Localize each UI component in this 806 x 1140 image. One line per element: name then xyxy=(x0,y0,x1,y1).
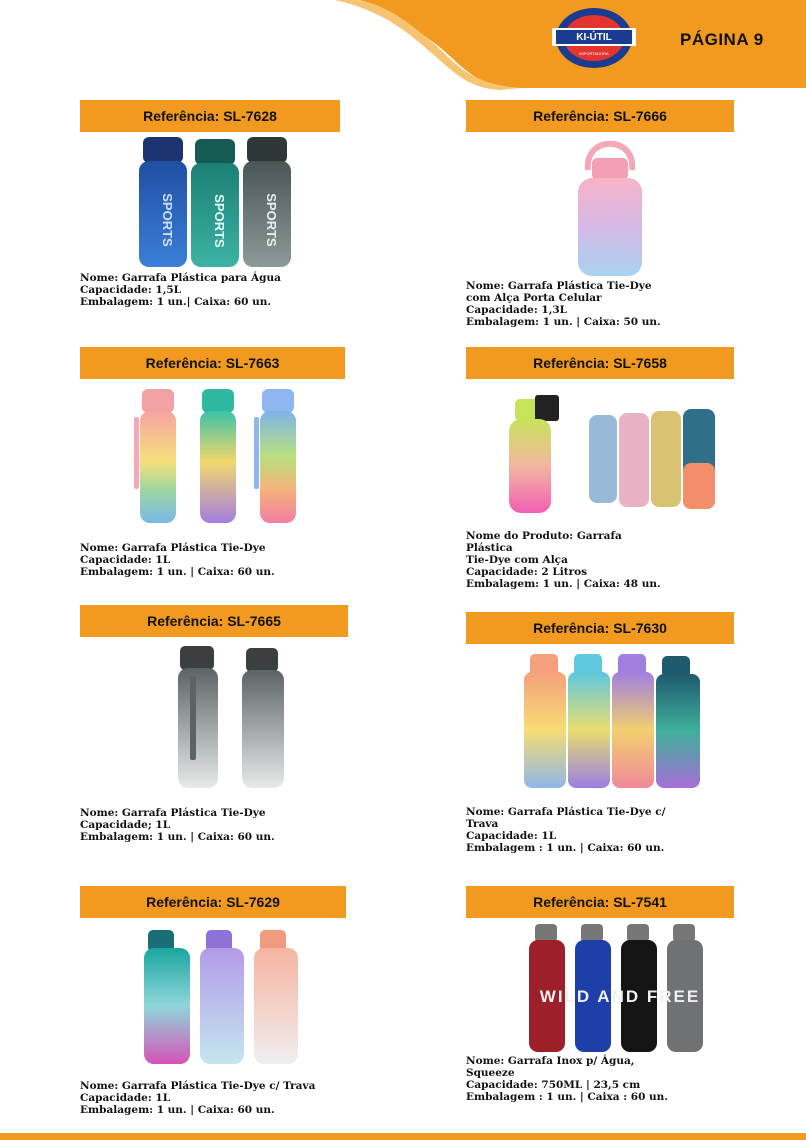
company-logo xyxy=(548,2,640,74)
reference-label: Referência: SL-7630 xyxy=(533,620,667,636)
product-description: Nome: Garrafa Plástica para Água Capacidade: 1,5L Embalagem: 1 un.| Caixa: 60 un. xyxy=(80,272,281,308)
reference-label: Referência: SL-7629 xyxy=(146,894,280,910)
product-image-sl-7630 xyxy=(520,652,716,790)
bottle-peach xyxy=(524,654,566,788)
product-image-sl-7666 xyxy=(570,130,650,278)
product-image-sl-7628 xyxy=(135,135,295,270)
footer-line xyxy=(0,1133,806,1140)
bottle-dark xyxy=(656,656,700,788)
reference-label: Referência: SL-7665 xyxy=(147,613,281,629)
product-description: Nome do Produto: Garrafa Plástica Tie-Dye com Alça Capacidade: 2 Litros Embalagem: 1 un. | Caixa: 48 un. xyxy=(466,530,661,590)
bottle-print-text: WILD AND FREE xyxy=(539,987,701,1006)
bottle-smoke-1 xyxy=(178,646,218,788)
bottle-smoke-2 xyxy=(242,648,284,788)
bottle-print-text: SPORTS xyxy=(212,194,227,248)
product-image-sl-7541 xyxy=(525,922,715,1054)
reference-bar xyxy=(80,347,345,379)
bottle-teal xyxy=(200,389,236,523)
bottle-aqua xyxy=(568,654,610,788)
bottle-gray xyxy=(243,137,291,267)
product-description: Nome: Garrafa Plástica Tie-Dye com Alça Porta Celular Capacidade: 1,3L Embalagem: 1 un. | Caixa: 50 un. xyxy=(466,280,661,328)
bottle-teal-pink xyxy=(144,930,190,1064)
product-image-sl-7665 xyxy=(160,640,300,792)
bottle-lime-pink xyxy=(509,395,559,513)
bottle-set xyxy=(589,409,715,509)
bottle-blue xyxy=(254,389,296,523)
product-description: Nome: Garrafa Plástica Tie-Dye Capacidade; 1L Embalagem: 1 un. | Caixa: 60 un. xyxy=(80,807,275,843)
product-description: Nome: Garrafa Plástica Tie-Dye c/ Trava Capacidade: 1L Embalagem: 1 un. | Caixa: 60 un. xyxy=(80,1080,316,1116)
reference-bar xyxy=(80,605,348,637)
bottle-print-text: SPORTS xyxy=(264,193,279,247)
bottle-pink xyxy=(134,389,176,523)
reference-bar xyxy=(466,347,734,379)
reference-bar xyxy=(80,100,340,132)
reference-label: Referência: SL-7666 xyxy=(533,108,667,124)
reference-label: Referência: SL-7663 xyxy=(145,355,280,371)
product-image-sl-7658 xyxy=(505,393,720,518)
reference-bar xyxy=(466,886,734,918)
reference-bar xyxy=(466,100,734,132)
product-description: Nome: Garrafa Inox p/ Água, Squeeze Capacidade: 750ML | 23,5 cm Embalagem : 1 un. | Caixa : 60 un. xyxy=(466,1055,668,1103)
bottle-peach xyxy=(254,930,298,1064)
bottle-print-text: SPORTS xyxy=(160,193,175,247)
bottle-blue xyxy=(139,137,187,267)
logo-text: KI-ÚTIL xyxy=(576,32,612,43)
product-image-sl-7629 xyxy=(140,928,310,1068)
product-description: Nome: Garrafa Plástica Tie-Dye c/ Trava Capacidade: 1L Embalagem : 1 un. | Caixa: 60 un. xyxy=(466,806,666,854)
reference-label: Referência: SL-7658 xyxy=(533,355,667,371)
bottle-teal xyxy=(191,139,239,267)
product-description: Nome: Garrafa Plástica Tie-Dye Capacidade: 1L Embalagem: 1 un. | Caixa: 60 un. xyxy=(80,542,275,578)
reference-label: Referência: SL-7541 xyxy=(533,894,667,910)
product-image-sl-7663 xyxy=(130,385,310,527)
reference-label: Referência: SL-7628 xyxy=(143,108,277,124)
page-number: PÁGINA 9 xyxy=(680,30,764,49)
bottle-purple xyxy=(612,654,654,788)
bottle-lavender xyxy=(200,930,244,1064)
reference-bar xyxy=(80,886,346,918)
logo-subtext: IMPORTADORA xyxy=(579,51,609,56)
reference-bar xyxy=(466,612,734,644)
